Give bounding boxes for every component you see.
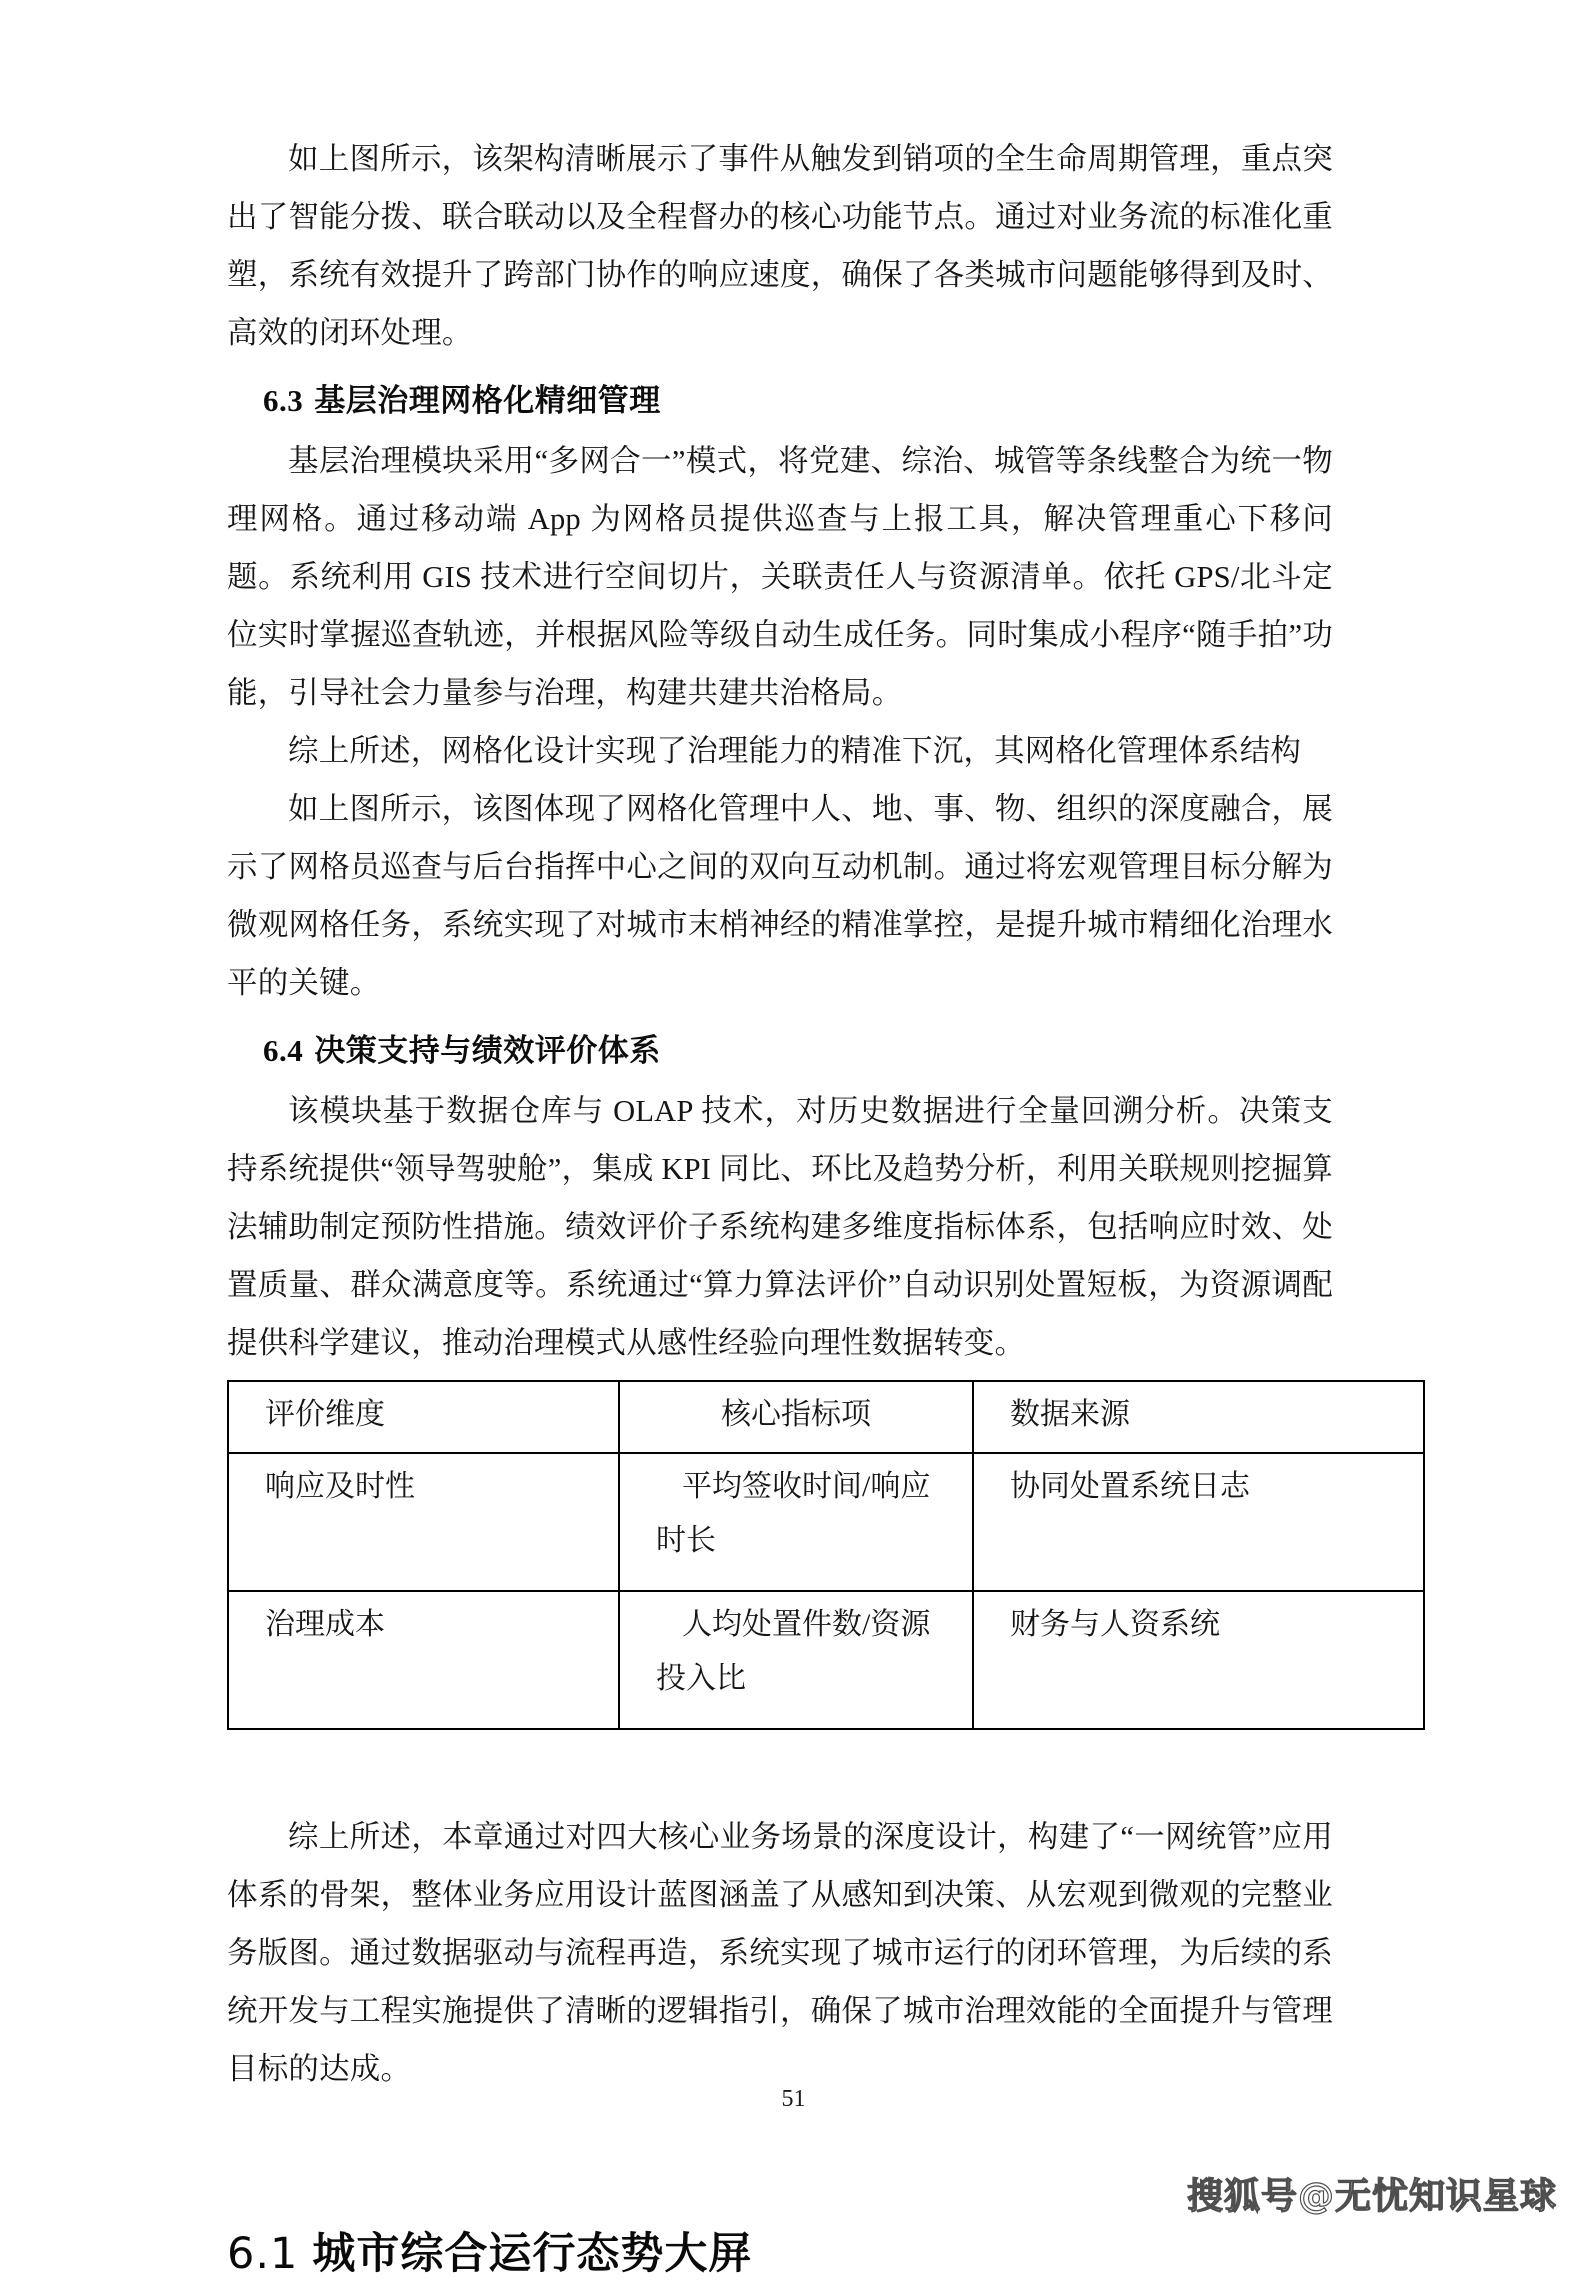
paragraph-intro-architecture: 如上图所示，该架构清晰展示了事件从触发到销项的全生命周期管理，重点突出了智能分拨、联合联动以及全程督办的核心功能节点。通过对业务流的标准化重塑，系统有效提升了跨部门协作的响应速度，确保了各类城市问题能够得到及时、高效的闭环处理。 bbox=[227, 142, 1333, 350]
table-header-source: 数据来源 bbox=[973, 1381, 1424, 1453]
table-cell-source: 财务与人资系统 bbox=[973, 1591, 1424, 1729]
evaluation-table bbox=[227, 1380, 1425, 1730]
paragraph-grid-governance: 基层治理模块采用“多网合一”模式，将党建、综治、城管等条线整合为统一物理网格。通过移动端 App 为网格员提供巡查与上报工具，解决管理重心下移问题。系统利用 GIS 技术进行空间切片，关联责任人与资源清单。依托 GPS/北斗定位实时掌握巡查轨迹，并根据风险等级自动生成任务。同时集成小程序“随手拍”功能，引导社会力量参与治理，构建共建共治格局。 bbox=[227, 444, 1333, 710]
spacer-after-table bbox=[227, 1730, 1333, 1808]
table-cell-indicator: 人均处置件数/资源 投入比 bbox=[619, 1591, 973, 1729]
heading-6-1-title: 城市综合运行态势大屏 bbox=[312, 2229, 753, 2279]
page-number: 51 bbox=[781, 2086, 806, 2112]
heading-6-4 bbox=[227, 1022, 1333, 1080]
table-header-row bbox=[228, 1381, 1424, 1453]
heading-6-1 bbox=[227, 2226, 1333, 2282]
paragraph-grid-figure-description: 如上图所示，该图体现了网格化管理中人、地、事、物、组织的深度融合，展示了网格员巡查与后台指挥中心之间的双向互动机制。通过将宏观管理目标分解为微观网格任务，系统实现了对城市末梢神经的精准掌控，是提升城市精细化治理水平的关键。 bbox=[227, 792, 1333, 1000]
paragraph-grid-summary: 综上所述，网格化设计实现了治理能力的精准下沉，其网格化管理体系结构 bbox=[288, 734, 1302, 768]
heading-6-4-title: 决策支持与绩效评价体系 bbox=[314, 1033, 661, 1069]
paragraph-chapter-summary: 综上所述，本章通过对四大核心业务场景的深度设计，构建了“一网统管”应用体系的骨架，整体业务应用设计蓝图涵盖了从感知到决策、从宏观到微观的完整业务版图。通过数据驱动与流程再造，系统实现了城市运行的闭环管理，为后续的系统开发与工程实施提供了清晰的逻辑指引，确保了城市治理效能的全面提升与管理目标的达成。 bbox=[227, 1820, 1333, 2086]
watermark: 搜狐号@无忧知识星球 bbox=[1186, 2176, 1557, 2217]
heading-6-3-title: 基层治理网格化精细管理 bbox=[314, 383, 661, 419]
table-cell-indicator: 平均签收时间/响应 时长 bbox=[619, 1453, 973, 1591]
page-content bbox=[227, 130, 1333, 2282]
table-header-dimension: 评价维度 bbox=[228, 1381, 619, 1453]
table-cell-dimension: 治理成本 bbox=[228, 1591, 619, 1729]
heading-6-3 bbox=[227, 372, 1333, 430]
table-row bbox=[228, 1591, 1424, 1729]
table-header-indicator: 核心指标项 bbox=[619, 1381, 973, 1453]
heading-6-1-number: 6.1 bbox=[227, 2229, 299, 2279]
table-cell-dimension: 响应及时性 bbox=[228, 1453, 619, 1591]
heading-6-3-number: 6.3 bbox=[263, 383, 304, 418]
table-row bbox=[228, 1453, 1424, 1591]
paragraph-decision-support: 该模块基于数据仓库与 OLAP 技术，对历史数据进行全量回溯分析。决策支持系统提供“领导驾驶舱”，集成 KPI 同比、环比及趋势分析，利用关联规则挖掘算法辅助制定预防性措施。绩效评价子系统构建多维度指标体系，包括响应时效、处置质量、群众满意度等。系统通过“算力算法评价”自动识别处置短板，为资源调配提供科学建议，推动治理模式从感性经验向理性数据转变。 bbox=[227, 1094, 1333, 1360]
heading-6-4-number: 6.4 bbox=[263, 1033, 304, 1068]
table-cell-source: 协同处置系统日志 bbox=[973, 1453, 1424, 1591]
spacer-before-section-heading bbox=[227, 2098, 1333, 2226]
